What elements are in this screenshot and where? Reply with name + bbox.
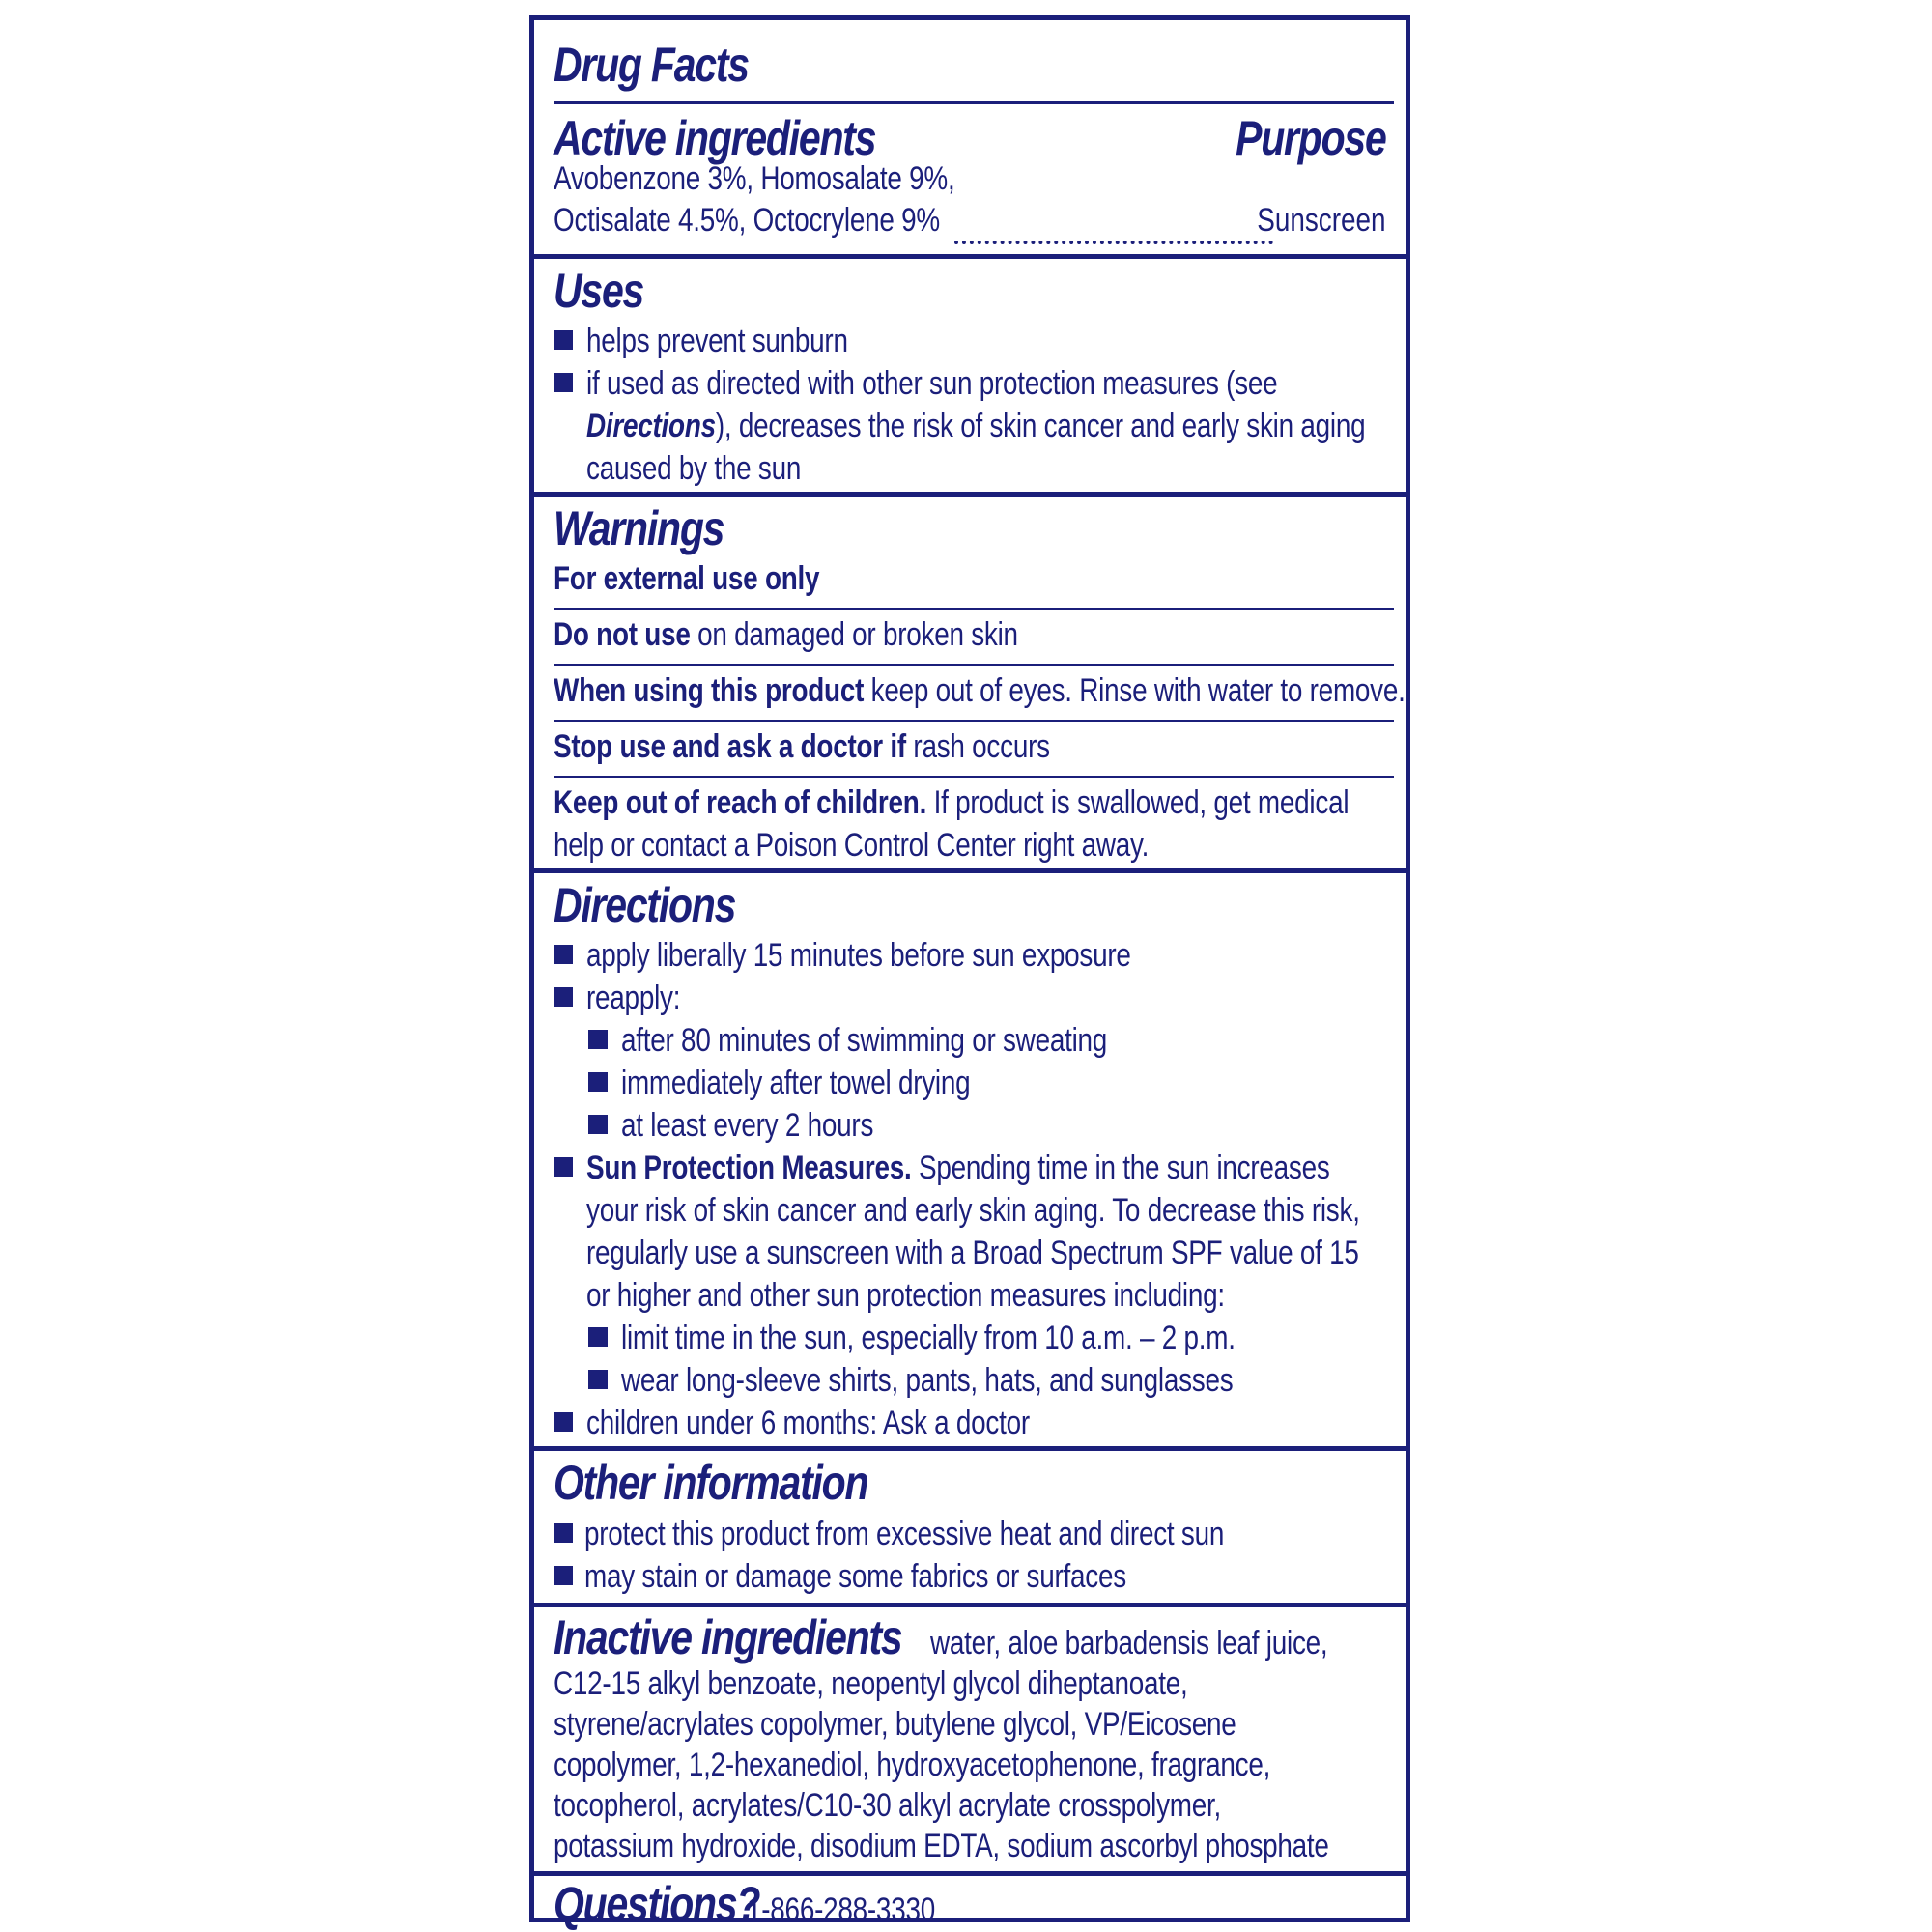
questions-phone: 1-866-288-3330 <box>747 1891 935 1928</box>
bullet-square-icon <box>588 1030 608 1049</box>
warning-rule <box>554 776 1394 778</box>
active-line-2: Octisalate 4.5%, Octocrylene 9% <box>554 202 940 239</box>
section-divider <box>534 492 1406 497</box>
drug-facts-title: Drug Facts <box>554 38 749 92</box>
uses-item-2-line-3: caused by the sun <box>586 450 802 487</box>
bullet-square-icon <box>554 373 573 392</box>
bullet-square-icon <box>554 1157 573 1177</box>
directions-item-2b: immediately after towel drying <box>621 1065 971 1101</box>
inactive-line-1: water, aloe barbadensis leaf juice, <box>930 1625 1328 1662</box>
purpose-sunscreen: Sunscreen <box>1257 202 1386 239</box>
other-item-1: protect this product from excessive heat and direct sun <box>584 1516 1225 1552</box>
inactive-line-4: copolymer, 1,2-hexanediol, hydroxyacetophenone, fragrance, <box>554 1747 1271 1783</box>
directions-item-2c: at least every 2 hours <box>621 1107 874 1144</box>
keep-out-line-1: Keep out of reach of children. If product is swallowed, get medical <box>554 784 1350 821</box>
section-divider <box>534 868 1406 873</box>
uses-item-2-line-2: Directions), decreases the risk of skin cancer and early skin aging <box>586 408 1366 444</box>
directions-item-3b: wear long-sleeve shirts, pants, hats, and sunglasses <box>621 1362 1234 1399</box>
drug-facts-panel <box>529 15 1410 1931</box>
inactive-ingredients-heading: Inactive ingredients <box>554 1610 902 1664</box>
directions-item-2: reapply: <box>586 980 681 1016</box>
bullet-square-icon <box>554 987 573 1007</box>
uses-item-1: helps prevent sunburn <box>586 323 848 359</box>
bullet-square-icon <box>554 330 573 350</box>
directions-item-3-line-3: regularly use a sunscreen with a Broad Spectrum SPF value of 15 <box>586 1235 1359 1271</box>
warning-rule <box>554 720 1394 722</box>
directions-item-3-line-4: or higher and other sun protection measures including: <box>586 1277 1225 1314</box>
directions-item-3a: limit time in the sun, especially from 10 a.m. – 2 p.m. <box>621 1320 1236 1356</box>
keep-out-line-2: help or contact a Poison Control Center right away. <box>554 827 1150 864</box>
section-divider <box>534 1603 1406 1607</box>
uses-heading: Uses <box>554 264 644 318</box>
bullet-square-icon <box>588 1327 608 1347</box>
stop-use: Stop use and ask a doctor if rash occurs <box>554 728 1050 765</box>
directions-item-3-line-1: Sun Protection Measures. Spending time in the sun increases <box>586 1150 1330 1186</box>
inactive-line-6: potassium hydroxide, disodium EDTA, sodium ascorbyl phosphate <box>554 1828 1329 1864</box>
directions-item-1: apply liberally 15 minutes before sun exposure <box>586 937 1131 974</box>
section-divider <box>534 1871 1406 1876</box>
questions-heading: Questions? <box>554 1877 760 1931</box>
directions-reference: Directions <box>586 408 716 444</box>
do-not-use: Do not use on damaged or broken skin <box>554 616 1018 653</box>
title-rule <box>554 101 1394 104</box>
bullet-square-icon <box>554 945 573 964</box>
purpose-heading: Purpose <box>1236 111 1386 165</box>
bullet-square-icon <box>588 1115 608 1134</box>
bullet-square-icon <box>554 1412 573 1432</box>
inactive-line-2: C12-15 alkyl benzoate, neopentyl glycol diheptanoate, <box>554 1665 1188 1702</box>
active-line-1: Avobenzone 3%, Homosalate 9%, <box>554 160 955 197</box>
bullet-square-icon <box>588 1370 608 1389</box>
directions-item-3-line-2: your risk of skin cancer and early skin aging. To decrease this risk, <box>586 1192 1360 1229</box>
leader-dots <box>954 241 1273 244</box>
when-using: When using this product keep out of eyes. Rinse with water to remove. <box>554 672 1406 709</box>
section-divider <box>534 1446 1406 1451</box>
section-divider <box>534 254 1406 259</box>
directions-heading: Directions <box>554 878 736 932</box>
bullet-square-icon <box>554 1566 573 1585</box>
other-information-heading: Other information <box>554 1456 868 1510</box>
directions-item-2a: after 80 minutes of swimming or sweating <box>621 1022 1108 1059</box>
bullet-square-icon <box>588 1072 608 1092</box>
warning-rule <box>554 664 1394 666</box>
inactive-line-3: styrene/acrylates copolymer, butylene glycol, VP/Eicosene <box>554 1706 1236 1743</box>
bullet-square-icon <box>554 1523 573 1543</box>
directions-item-4: children under 6 months: Ask a doctor <box>586 1405 1030 1441</box>
active-ingredients-heading: Active ingredients <box>554 111 876 165</box>
warning-rule <box>554 608 1394 610</box>
warnings-heading: Warnings <box>554 501 724 555</box>
uses-item-2-line-1: if used as directed with other sun protection measures (see <box>586 365 1278 402</box>
external-use-only: For external use only <box>554 560 820 597</box>
other-item-2: may stain or damage some fabrics or surfaces <box>584 1558 1126 1595</box>
inactive-line-5: tocopherol, acrylates/C10-30 alkyl acrylate crosspolymer, <box>554 1787 1222 1824</box>
